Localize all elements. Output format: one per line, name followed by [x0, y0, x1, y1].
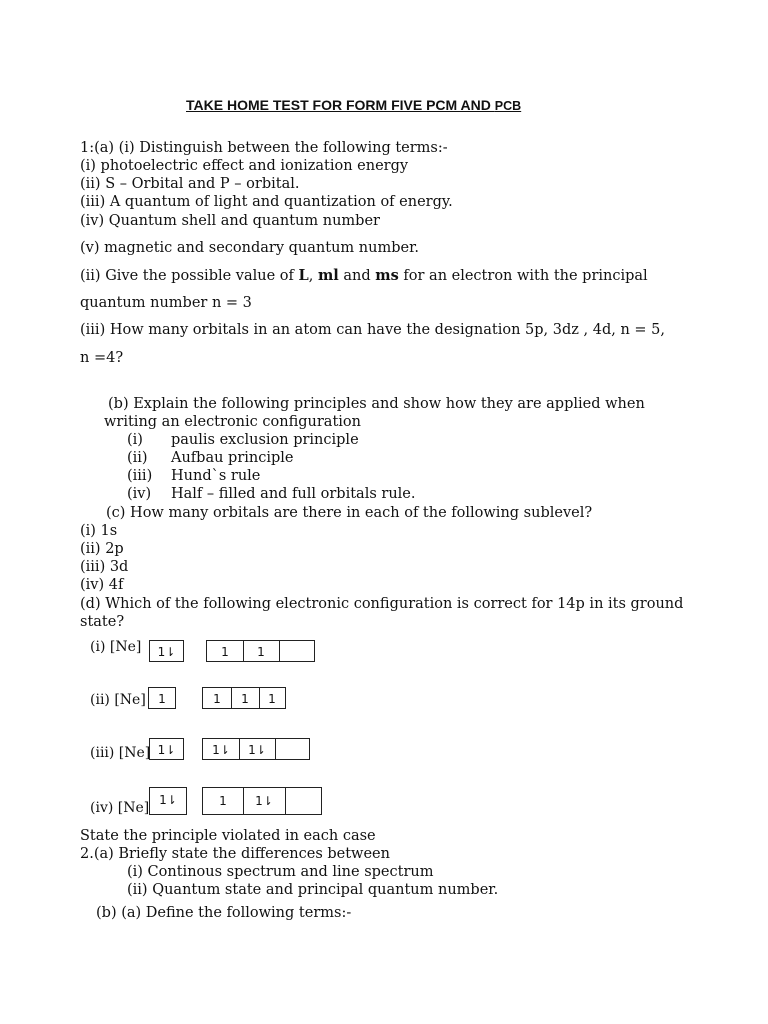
- symbol-L: L: [298, 267, 309, 284]
- page-title: [186, 96, 521, 115]
- symbol-ml: ml: [317, 267, 339, 284]
- q1a-item: (ii) S – Orbital and P – orbital.: [80, 176, 300, 192]
- p-orbital-cell: 1⇂: [204, 739, 240, 759]
- option-label: (ii) [Ne]: [90, 692, 146, 708]
- q2-item: (ii) Quantum state and principal quantum number.: [127, 882, 499, 898]
- p-orbital-cell: 1: [268, 692, 276, 706]
- p-orbital-boxes: [206, 640, 315, 662]
- q1a-item: (i) photoelectric effect and ionization energy: [80, 158, 409, 174]
- q2b-intro: (b) (a) Define the following terms:-: [96, 905, 352, 921]
- q1b-item-num: (iv): [127, 486, 152, 502]
- p-orbital-boxes: [202, 738, 310, 760]
- q1c-item: (iii) 3d: [80, 559, 129, 575]
- q1a-ii-sep: ,: [308, 268, 318, 284]
- p-orbital-cell: 1: [208, 641, 244, 661]
- q1a-ii-and: and: [338, 268, 376, 284]
- q2-intro: 2.(a) Briefly state the differences between: [80, 846, 390, 862]
- option-label: (iii) [Ne]: [90, 745, 151, 761]
- q1a-ii-post: for an electron with the principal: [398, 268, 648, 284]
- option-label: (iv) [Ne]: [90, 800, 150, 816]
- q2-item: (i) Continous spectrum and line spectrum: [127, 864, 434, 880]
- s-orbital-box: 1⇂: [149, 640, 184, 662]
- p-orbital-cell: 1: [232, 688, 260, 708]
- p-orbital-cell: 1⇂: [240, 739, 276, 759]
- q1b-intro: (b) Explain the following principles and show how they are applied when: [108, 396, 645, 412]
- symbol-ms: ms: [375, 267, 399, 284]
- q1b-item-text: Hund`s rule: [171, 468, 261, 484]
- q1b-intro-cont: writing an electronic configuration: [104, 414, 361, 430]
- p-orbital-boxes: [202, 787, 322, 815]
- q1d-outro: State the principle violated in each case: [80, 828, 376, 844]
- p-orbital-cell: 1: [204, 688, 232, 708]
- q1c-item: (i) 1s: [80, 523, 118, 539]
- q1a-intro: 1:(a) (i) Distinguish between the following terms:-: [80, 140, 448, 156]
- q1a-item: (v) magnetic and secondary quantum number.: [80, 240, 420, 256]
- p-orbital-cell: 1: [204, 788, 244, 814]
- q1d-intro-cont: state?: [80, 614, 125, 630]
- q1a-ii-line2: quantum number n = 3: [80, 295, 252, 311]
- q1d-intro: (d) Which of the following electronic configuration is correct for 14p in its ground: [80, 596, 684, 612]
- s-orbital-box: 1⇂: [149, 787, 187, 815]
- q1a-ii-line1: [80, 267, 648, 285]
- p-orbital-boxes: [202, 687, 286, 709]
- q1b-item-num: (iii): [127, 468, 153, 484]
- option-label: (i) [Ne]: [90, 639, 142, 655]
- q1a-item: (iv) Quantum shell and quantum number: [80, 213, 380, 229]
- p-orbital-cell: 1⇂: [244, 788, 286, 814]
- q1a-item: (iii) A quantum of light and quantization of energy.: [80, 194, 453, 210]
- title-main: TAKE HOME TEST FOR FORM FIVE PCM AND: [186, 97, 495, 113]
- q1a-ii-pre: (ii) Give the possible value of: [80, 268, 299, 284]
- q1a-iii-line1: (iii) How many orbitals in an atom can have the designation 5p, 3dz , 4d, n = 5,: [80, 322, 665, 338]
- q1c-item: (ii) 2p: [80, 541, 124, 557]
- p-orbital-cell: 1: [244, 641, 280, 661]
- p-orbital-cell: [280, 641, 314, 661]
- q1b-item-text: Aufbau principle: [171, 450, 294, 466]
- q1c-item: (iv) 4f: [80, 577, 124, 593]
- q1b-item-num: (i): [127, 432, 143, 448]
- q1b-item-text: paulis exclusion principle: [171, 432, 359, 448]
- title-pcb: PCB: [494, 99, 522, 113]
- p-orbital-cell: [276, 739, 309, 759]
- q1b-item-text: Half – filled and full orbitals rule.: [171, 486, 416, 502]
- q1c-intro: (c) How many orbitals are there in each of the following sublevel?: [106, 505, 593, 521]
- q1a-iii-line2: n =4?: [80, 350, 124, 366]
- p-orbital-cell: [286, 788, 321, 814]
- s-orbital-box: 1⇂: [149, 738, 184, 760]
- q1b-item-num: (ii): [127, 450, 148, 466]
- s-orbital-box: 1: [148, 687, 176, 709]
